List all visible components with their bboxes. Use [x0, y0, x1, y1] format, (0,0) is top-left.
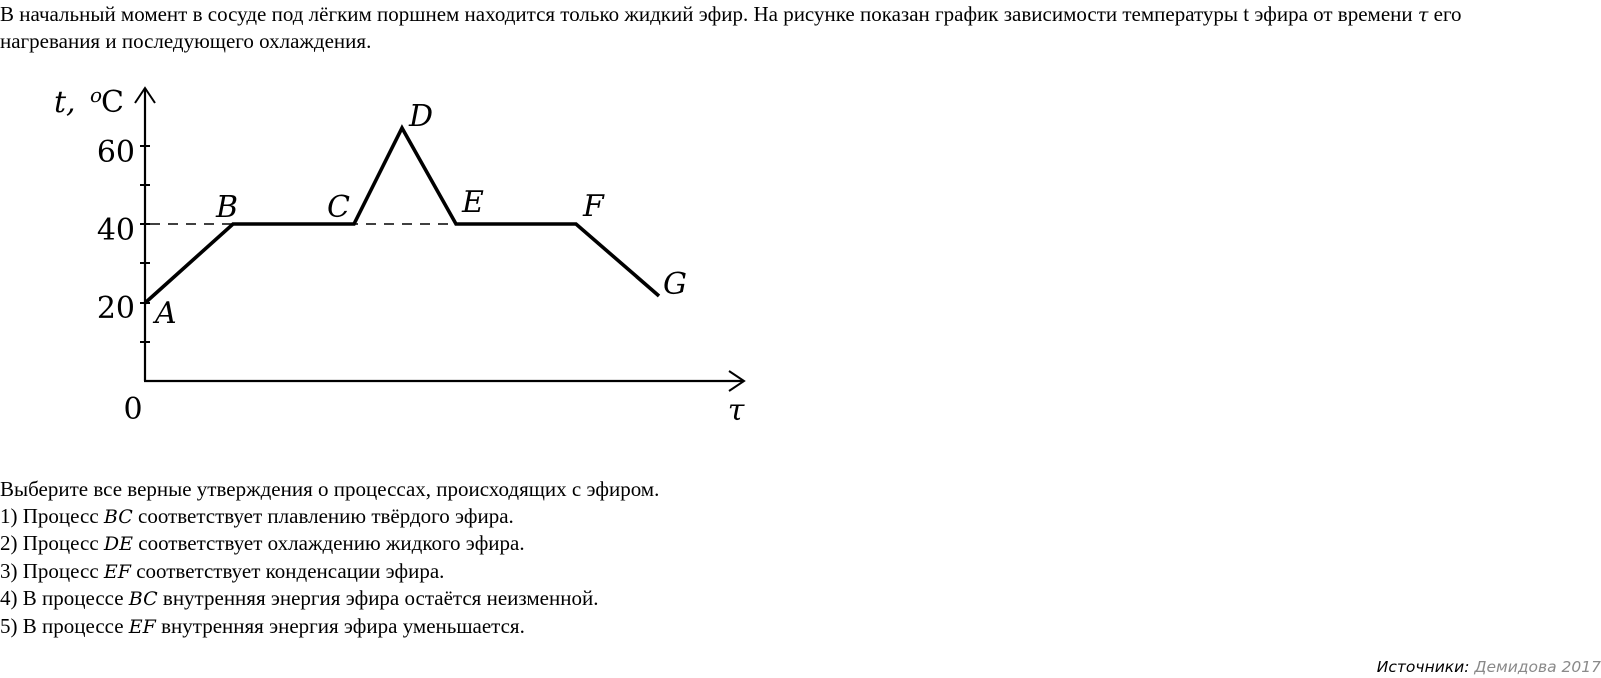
option-text: соответствует плавлению твёрдого эфира. [138, 503, 514, 528]
option-prefix: Процесс [22, 531, 99, 555]
x-axis-label: τ [727, 393, 745, 428]
y-axis-label-unit: C [101, 85, 124, 120]
option-segment: EF [103, 560, 131, 583]
intro-text-1: В начальный момент в сосуде под лёгким поршнем находится только жидкий эфир. На рисунке показан график зависимости температуры t эфира от времени [0, 2, 1418, 26]
source-attribution [1377, 657, 1601, 677]
option-segment: BC [128, 588, 158, 610]
answer-option-4[interactable] [0, 585, 659, 613]
option-prefix: В процессе [22, 586, 124, 610]
option-text: соответствует конденсации эфира. [136, 558, 445, 583]
answer-option-1[interactable] [0, 503, 659, 531]
option-number: 3) [0, 558, 18, 583]
option-number: 5) [0, 613, 18, 638]
answer-option-5[interactable] [0, 613, 659, 641]
y-tick-label-40: 40 [96, 213, 135, 248]
option-prefix: Процесс [22, 503, 99, 528]
option-segment: BC [103, 505, 133, 528]
option-prefix: Процесс [22, 558, 99, 583]
y-axis-label-var: t, [54, 85, 76, 120]
point-label-a: A [155, 296, 177, 331]
answer-option-3[interactable] [0, 558, 659, 586]
option-text: соответствует охлаждению жидкого эфира. [138, 531, 525, 555]
point-label-g: G [663, 267, 687, 302]
y-axis-label-sup: o [90, 83, 103, 107]
option-text: внутренняя энергия эфира уменьшается. [161, 613, 525, 638]
y-tick-label-20: 20 [96, 291, 135, 326]
source-link[interactable]: Демидова 2017 [1474, 658, 1601, 676]
point-label-c: C [327, 190, 350, 225]
question-prompt: Выберите все верные утверждения о процессах, происходящих с эфиром. [0, 477, 660, 501]
option-text: внутренняя энергия эфира остаётся неизменной. [162, 586, 599, 610]
option-number: 1) [0, 503, 18, 528]
answer-option-2[interactable] [0, 530, 659, 558]
source-label: Источники: [1376, 658, 1470, 676]
intro-text-2: его нагревания и последующего охлаждения. [0, 2, 1462, 53]
temperature-time-chart [0, 0, 800, 440]
tau-symbol: τ [1417, 4, 1429, 26]
axes [135, 88, 744, 391]
option-prefix: В процессе [22, 613, 124, 638]
option-number: 4) [0, 586, 18, 610]
origin-label: 0 [123, 392, 143, 427]
option-number: 2) [0, 531, 18, 555]
point-label-f: F [583, 189, 604, 224]
point-label-e: E [462, 185, 484, 220]
y-tick-label-60: 60 [96, 135, 135, 170]
question-block [0, 476, 659, 640]
point-label-b: B [216, 190, 239, 225]
point-label-d: D [409, 99, 434, 134]
option-segment: DE [103, 533, 133, 555]
option-segment: EF [128, 615, 156, 638]
